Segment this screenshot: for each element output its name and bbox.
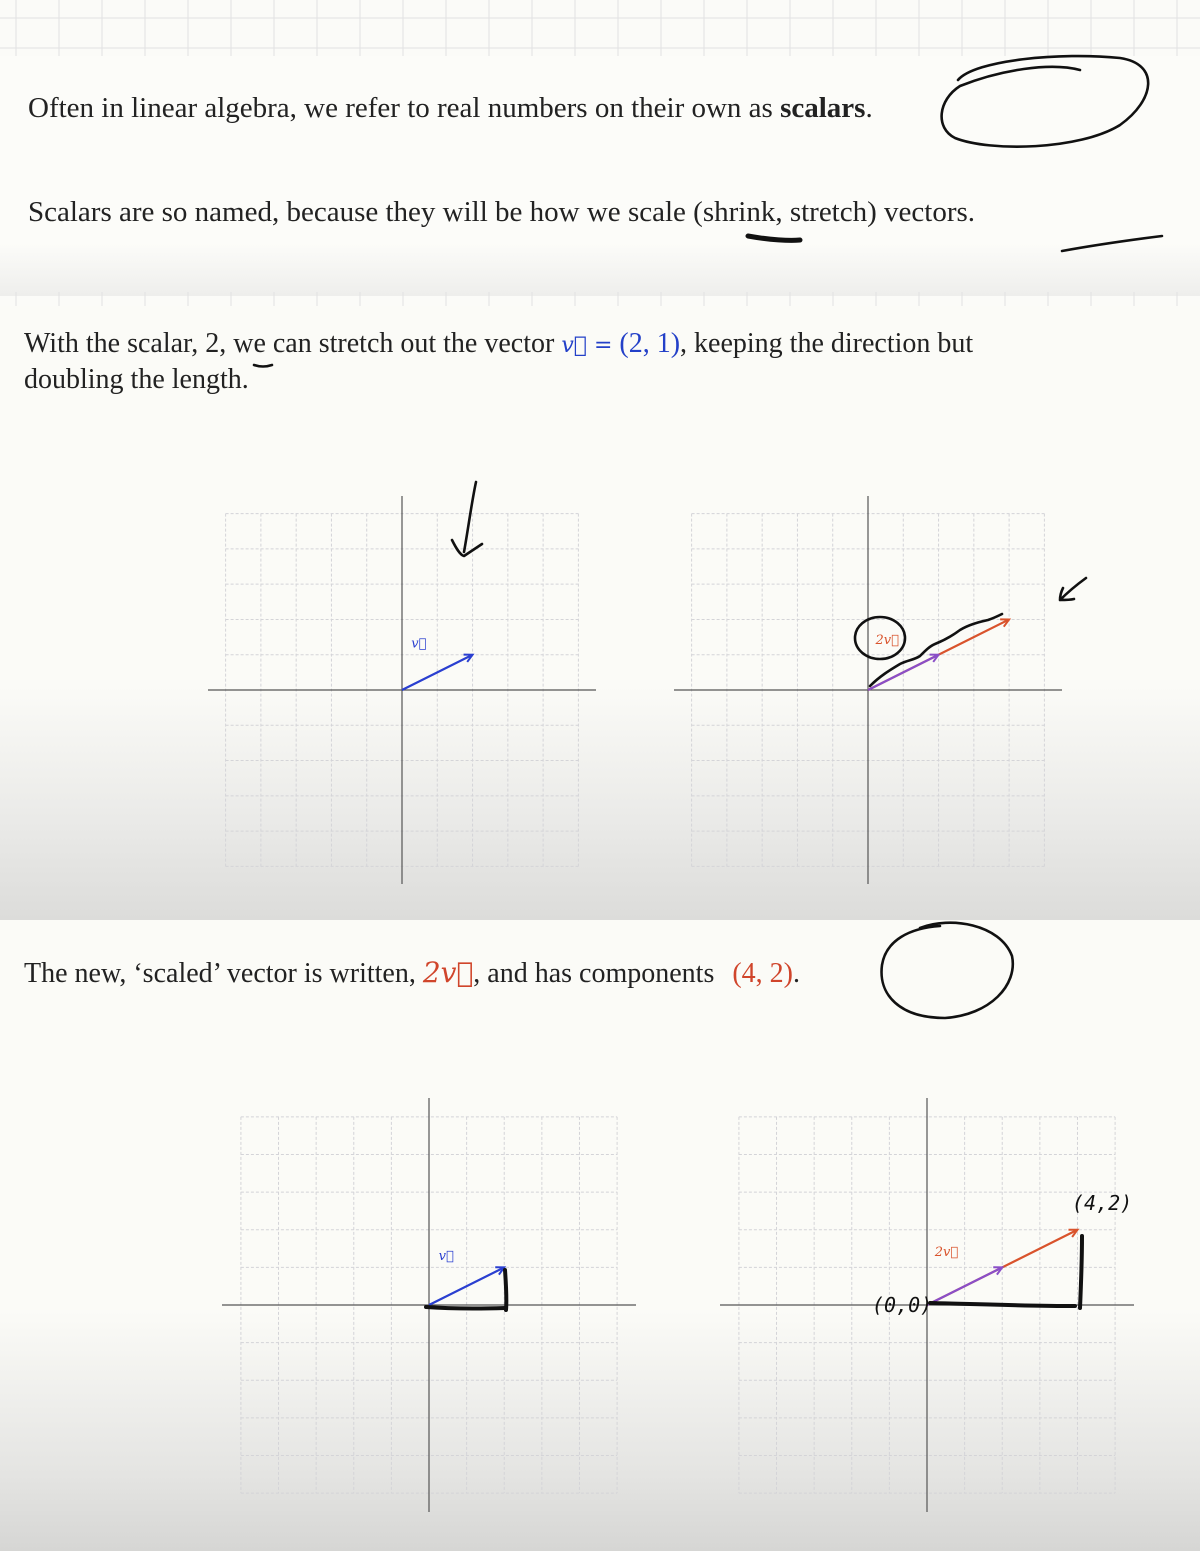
scale-word: scale <box>627 196 686 228</box>
scalars-period: . <box>865 92 873 124</box>
scale-explanation-text <box>28 196 975 229</box>
vector-label: 2v⃗ <box>875 633 899 649</box>
vector-v-symbol: v⃗ = <box>561 333 620 358</box>
stretch-mid: , we can stretch out the vector <box>219 328 562 359</box>
components-value <box>732 958 793 989</box>
top-grid-strip <box>0 0 1200 56</box>
scaled-vector-symbol: 2v⃗ <box>422 956 474 989</box>
components-period: . <box>793 958 800 989</box>
plot-bottom-left <box>220 1096 638 1514</box>
plot-bottom-right <box>718 1096 1136 1514</box>
scalars-term: scalars <box>780 92 866 124</box>
plot-top-right <box>672 494 1064 886</box>
scaled-lead: The new, ‘scaled’ vector is written, <box>24 958 423 989</box>
vector-label: v⃗ <box>438 1248 454 1264</box>
scale-explanation-period: . <box>967 196 976 228</box>
divider-grid-strip <box>0 292 1200 306</box>
scalars-intro-panel <box>0 56 1200 296</box>
scale-explanation-lead: Scalars are so named, because they will be how we <box>28 196 628 228</box>
stretch-tail: , keeping the direction but <box>680 328 974 359</box>
scale-explanation-mid: (shrink, stretch) <box>685 196 885 228</box>
vectors-word: vectors <box>884 196 968 228</box>
scalars-definition-lead: Often in linear algebra, we refer to real numbers on their own as <box>28 92 773 124</box>
stretch-lead: With the scalar, <box>24 328 206 359</box>
vector-label: v⃗ <box>411 636 427 652</box>
scaled-mid: , and has components <box>473 958 715 989</box>
scalar-two: 2 <box>205 328 220 359</box>
stretch-line2-text: doubling the length. <box>24 364 249 395</box>
plot-top-left <box>206 494 598 886</box>
vector-label: 2v⃗ <box>934 1245 959 1261</box>
components-value-text: (4, 2) <box>732 958 793 989</box>
vector-v-value: (2, 1) <box>619 328 681 359</box>
scaled-vector-text <box>24 956 800 990</box>
scalars-definition-text <box>28 92 873 125</box>
stretch-description-line2 <box>24 364 249 396</box>
stretch-description-line1 <box>24 328 973 360</box>
tip-note: (4,2) <box>1072 1191 1133 1215</box>
origin-note: (0,0) <box>872 1293 933 1317</box>
